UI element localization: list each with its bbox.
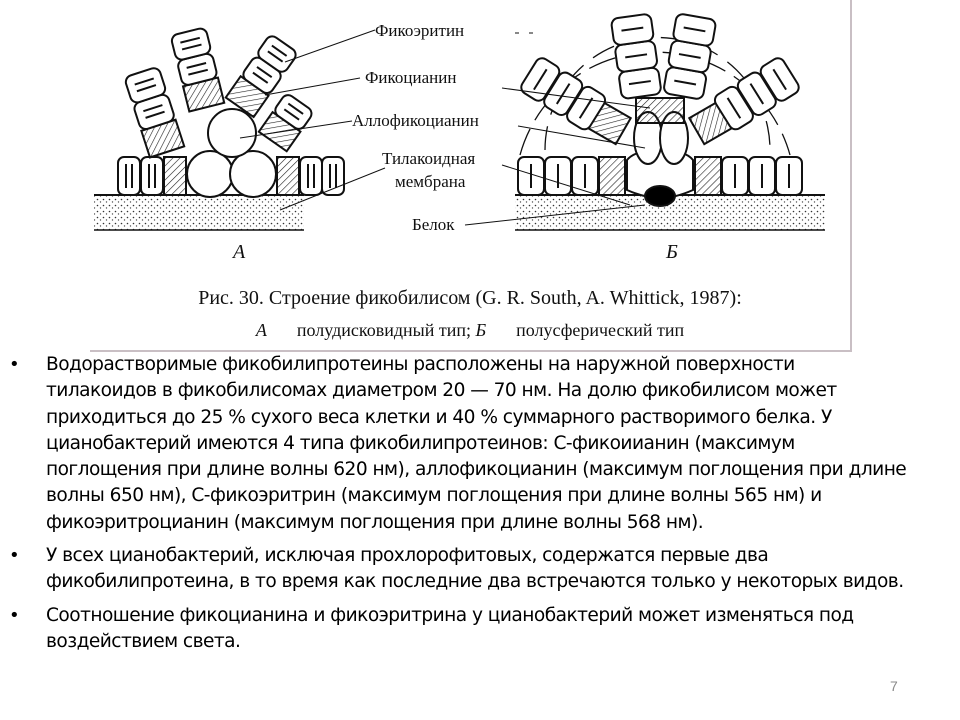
bullet-marker: •	[9, 354, 20, 375]
panel-b-diagram	[515, 13, 825, 230]
figure-caption: Рис. 30. Строение фикобилисом (G. R. South, A. Whittick, 1987):	[198, 287, 742, 309]
label-thylakoid-line1: Тилакоидная	[382, 149, 476, 168]
bullet-item	[0, 543, 960, 596]
legend-b-letter: Б	[475, 320, 487, 340]
label-allophycocyanin: Аллофикоцианин	[352, 111, 479, 130]
label-phycoerythrin: Фикоэритин	[375, 21, 465, 40]
bullet-marker: •	[9, 604, 20, 626]
bullet-list	[0, 352, 960, 662]
panel-b-letter: Б	[666, 241, 678, 263]
legend-b-text: полусферический тип	[516, 320, 685, 340]
label-protein: Белок	[412, 215, 455, 234]
bullet-item	[0, 603, 960, 656]
phycobilisome-diagram	[90, 0, 850, 290]
bullet-text: У всех цианобактерий, исключая прохлорофитовых, содержатся первые два фикобилипротеина, в то время как последние два встречаются только у некоторых видов.	[46, 545, 904, 593]
legend-a-text: полудисковидный тип;	[296, 320, 471, 340]
bullet-marker: •	[9, 545, 20, 567]
page-number: 7	[890, 678, 898, 694]
legend-a-letter: А	[255, 320, 267, 340]
bullet-text: Водорастворимые фикобилипротеины расположены на наружной поверхности тилакоидов в фикобилисомах диаметром 20 — 70 нм. На долю фикобилисом может приходиться до 25 % сухого веса клетки и 40 % суммарного растворимого белка. У цианобактерий имеются 4 типа фикобилипротеинов: С-фикоиианин (максимум поглощения при длине волны 620 нм), аллофикоцианин (максимум поглощения при длине волны 650 нм), С-фикоэритрин (максимум поглощения при длине волны 565 нм) и фикоэритроцианин (максимум поглощения при длине волны 568 нм).	[46, 354, 907, 533]
figure-caption-legend	[90, 320, 850, 341]
label-thylakoid-line2: мембрана	[395, 172, 466, 191]
panel-a-letter: А	[233, 241, 246, 263]
bullet-text: Соотношение фикоцианина и фикоэритрина у цианобактерий может изменяться под воздействием света.	[46, 604, 854, 652]
label-phycocyanin: Фикоцианин	[365, 68, 457, 87]
phycobilisome-figure	[90, 0, 852, 352]
bullet-item	[0, 352, 960, 536]
